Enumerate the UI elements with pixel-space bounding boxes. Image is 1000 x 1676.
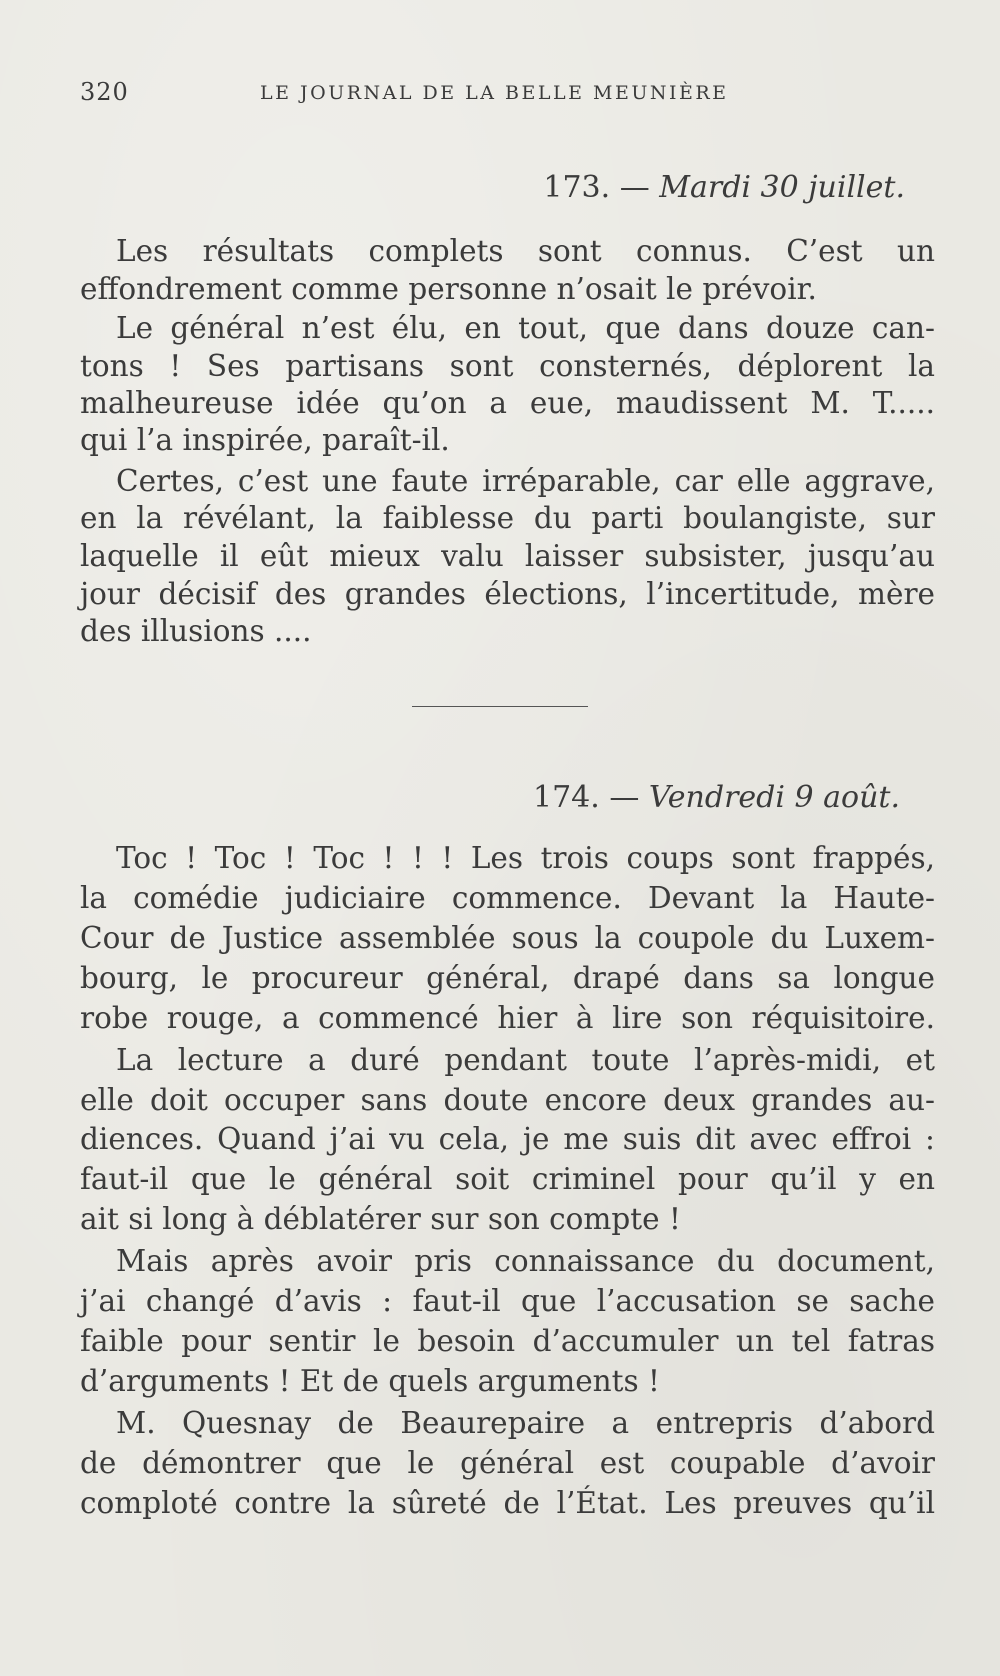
text-line: Le général n’est élu, en tout, que dans douze can- (116, 311, 935, 345)
text-line: robe rouge, a commencé hier à lire son réquisitoire. (80, 1001, 935, 1035)
text-line: ait si long à déblatérer sur son compte ! (80, 1202, 681, 1236)
text-line: Mais après avoir pris connaissance du document, (116, 1244, 935, 1278)
page-number: 320 (80, 78, 129, 106)
text-line: malheureuse idée qu’on a eue, maudissent M. T..... (80, 386, 935, 420)
text-line: des illusions .... (80, 614, 312, 648)
text-line: elle doit occuper sans doute encore deux grandes au- (80, 1083, 935, 1117)
entry-174-heading (533, 780, 900, 815)
text-line: bourg, le procureur général, drapé dans sa longue (80, 961, 935, 995)
running-title: LE JOURNAL DE LA BELLE MEUNIÈRE (260, 82, 729, 104)
text-line: Certes, c’est une faute irréparable, car elle aggrave, (116, 464, 935, 498)
text-line: M. Quesnay de Beaurepaire a entrepris d’abord (116, 1406, 935, 1440)
text-line: effondrement comme personne n’osait le prévoir. (80, 272, 817, 306)
text-line: faut-il que le général soit criminel pour qu’il y en (80, 1162, 935, 1196)
text-line: en la révélant, la faiblesse du parti boulangiste, sur (80, 501, 935, 535)
text-line: diences. Quand j’ai vu cela, je me suis dit avec effroi : (80, 1122, 935, 1156)
text-line: Cour de Justice assemblée sous la coupole du Luxem- (80, 921, 935, 955)
text-line: Les résultats complets sont connus. C’est un (116, 234, 935, 268)
text-line: laquelle il eût mieux valu laisser subsister, jusqu’au (80, 539, 935, 573)
text-line: comploté contre la sûreté de l’État. Les preuves qu’il (80, 1486, 935, 1520)
entry-number: 173. — (543, 170, 650, 205)
section-separator (412, 706, 588, 707)
entry-number: 174. — (533, 780, 640, 815)
text-line: Toc ! Toc ! Toc ! ! ! Les trois coups sont frappés, (116, 841, 935, 875)
text-line: d’arguments ! Et de quels arguments ! (80, 1364, 660, 1398)
text-line: tons ! Ses partisans sont consternés, déplorent la (80, 349, 935, 383)
text-line: la comédie judiciaire commence. Devant la Haute- (80, 881, 935, 915)
entry-date: Mardi 30 juillet. (659, 170, 905, 205)
entry-date: Vendredi 9 août. (648, 780, 900, 815)
text-line: La lecture a duré pendant toute l’après-midi, et (116, 1043, 935, 1077)
text-line: de démontrer que le général est coupable d’avoir (80, 1446, 935, 1480)
text-line: faible pour sentir le besoin d’accumuler un tel fatras (80, 1324, 935, 1358)
text-line: j’ai changé d’avis : faut-il que l’accusation se sache (80, 1284, 935, 1318)
entry-173-heading (543, 170, 905, 205)
text-line: jour décisif des grandes élections, l’incertitude, mère (80, 577, 935, 611)
running-head (80, 78, 770, 108)
text-line: qui l’a inspirée, paraît-il. (80, 423, 450, 457)
